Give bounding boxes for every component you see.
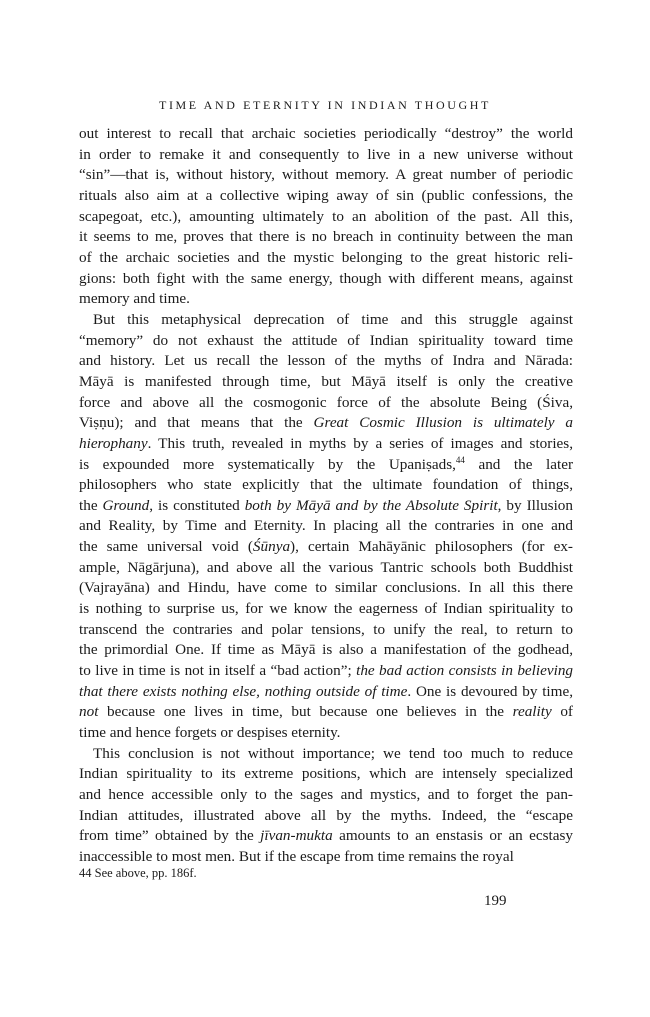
- text-line: scapegoat, etc.), amounting ultimately to an abolition of the past. All this,: [79, 207, 573, 225]
- text-line: the same universal void (Śūnya), certain Mahāyānic philosophers (for ex-: [79, 538, 573, 556]
- text-line: the primordial One. If time as Māyā is also a manifestation of the godhead,: [79, 641, 573, 659]
- text-line: is nothing to surprise us, for we know the eagerness of Indian spirituality to: [79, 600, 573, 618]
- text-line: to live in time is not in itself a “bad action”; the bad action consists in believing: [79, 662, 574, 680]
- text-line: (Vajrayāna) and Hindu, have come to similar conclusions. In all this there: [79, 579, 573, 597]
- text-line: not because one lives in time, but because one believes in the reality of: [79, 703, 573, 721]
- text-line: force and above all the cosmogonic force of the absolute Being (Śiva,: [79, 393, 573, 411]
- text-line: inaccessible to most men. But if the escape from time remains the royal: [79, 847, 514, 865]
- text-line: that there exists nothing else, nothing outside of time. One is devoured by time,: [79, 682, 573, 700]
- text-line: Māyā is manifested through time, but Māyā itself is only the creative: [79, 372, 573, 390]
- text-line: ample, Nāgārjuna), and above all the various Tantric schools both Buddhist: [79, 558, 573, 576]
- text-line: out interest to recall that archaic societies periodically “destroy” the world: [79, 125, 573, 142]
- text-line: is expounded more systematically by the Upaniṣads,$^{44}$ and the later: [79, 454, 574, 473]
- body-text: [79, 124, 573, 868]
- text-line: it seems to me, proves that there is no breach in continuity between the man: [79, 228, 573, 246]
- running-head: TIME AND ETERNITY IN INDIAN THOUGHT: [159, 98, 491, 112]
- page-number: 199: [484, 893, 507, 909]
- text-line: from time” obtained by the jīvan-mukta amounts to an enstasis or an ecstasy: [79, 827, 574, 845]
- text-line: philosophers who state explicitly that the ultimate foundation of things,: [79, 476, 573, 494]
- text-line: time and hence forgets or despises eternity.: [79, 724, 341, 742]
- text-line: of the archaic societies and the mystic belonging to the great historic reli-: [79, 248, 573, 266]
- text-line: and Reality, by Time and Eternity. In placing all the contraries in one and: [79, 517, 573, 535]
- text-line: Indian attitudes, illustrated above all by the myths. Indeed, the “escape: [79, 806, 573, 824]
- text-line: gions: both fight with the same energy, though with different means, against: [79, 269, 573, 287]
- text-line: the Ground, is constituted both by Māyā and by the Absolute Spirit, by Illusion: [79, 496, 573, 514]
- paragraph: [79, 124, 573, 310]
- text-line: memory and time.: [79, 290, 190, 308]
- text-line: “memory” do not exhaust the attitude of Indian spirituality toward time: [79, 331, 573, 349]
- text-line: transcend the contraries and polar tensions, to unify the real, to return to: [79, 620, 573, 638]
- text-line: Viṣṇu); and that means that the Great Cosmic Illusion is ultimately a: [79, 414, 573, 432]
- text-line: rituals also aim at a collective wiping away of sin (public confessions, the: [79, 186, 573, 204]
- text-line: hierophany. This truth, revealed in myths by a series of images and stories,: [79, 434, 573, 452]
- text-line: “sin”—that is, without history, without memory. A great number of periodic: [79, 166, 573, 184]
- text-line: This conclusion is not without importance; we tend too much to reduce: [93, 744, 573, 762]
- text-line: and history. Let us recall the lesson of the myths of Indra and Nārada:: [79, 352, 573, 370]
- text-line: in order to remake it and consequently to live in a new universe without: [79, 145, 573, 163]
- text-line: and hence accessible only to the sages and mystics, and to forget the pan-: [79, 786, 573, 803]
- text-line: But this metaphysical deprecation of time and this struggle against: [93, 310, 573, 328]
- text-line: Indian spirituality to its extreme positions, which are intensely specialized: [79, 765, 573, 783]
- footnote: 44 See above, pp. 186f.: [79, 866, 197, 880]
- paragraph: [79, 744, 573, 868]
- paragraph: [79, 310, 573, 744]
